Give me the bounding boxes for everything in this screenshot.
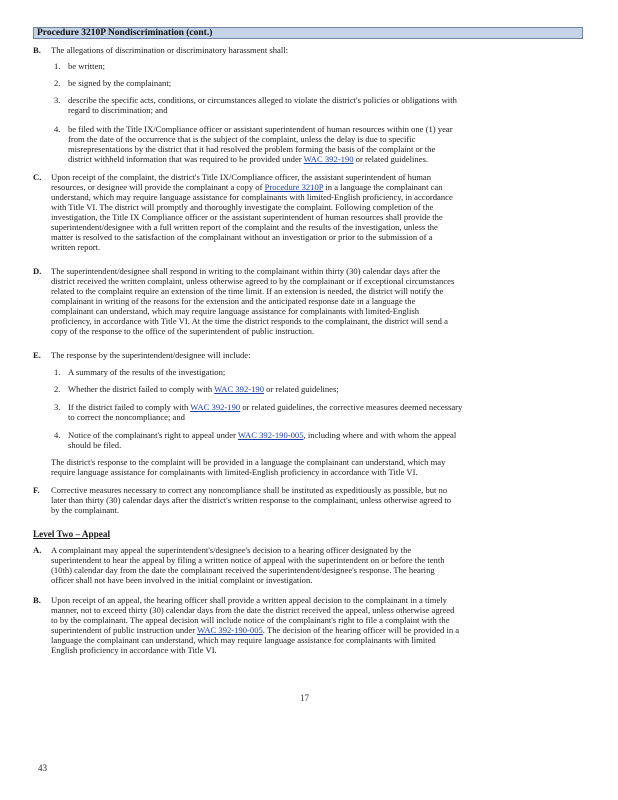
section-d-line: proficiency, in accordance with Title VI. At the time the district responds to the complainant, the district will send a [51, 316, 448, 326]
level-two-b-label: B. [33, 595, 41, 605]
level-two-b-line: Upon receipt of an appeal, the hearing officer shall provide a written appeal decision to the complainant in a timely [51, 595, 447, 605]
section-f-line: Corrective measures necessary to correct any noncompliance shall be instituted as expeditiously as possible, but no [51, 485, 448, 495]
inner-page-number: 17 [300, 693, 309, 703]
level-two-a-line: (10th) calendar day from the date the complainant received the superintendent/designee's response. The hearing [51, 565, 435, 575]
section-d-line: complainant can understand, which may require language assistance for complainants with limited-English [51, 306, 419, 316]
b-item-3-line: describe the specific acts, conditions, or circumstances alleged to violate the district's policies or obligations with [68, 95, 457, 105]
level-two-b-line: manner, not to exceed thirty (30) calendar days from the date the district received the appeal, unless otherwise agreed [51, 605, 455, 615]
procedure-link[interactable]: Procedure 3210P [264, 182, 324, 192]
section-c-line: investigation, the Title IX Compliance officer or the assistant superintendent of human resources shall provide the [51, 212, 443, 222]
section-header-title: Procedure 3210P Nondiscrimination (cont.) [37, 28, 213, 38]
level-two-a-line: superintendent to hear the appeal by filing a written notice of appeal with the superintendent on or before the tenth [51, 555, 445, 565]
level-two-heading: Level Two – Appeal [33, 529, 110, 539]
e-item-3-num: 3. [54, 402, 61, 412]
section-d-label: D. [33, 266, 42, 276]
section-f-line: by the complainant. [51, 505, 120, 515]
level-two-a-line: officer shall not have been involved in the initial complaint or investigation. [51, 575, 313, 585]
e-item-4-line: Notice of the complainant's right to appeal under WAC 392-190-005, including where and with whom the appeal [68, 430, 457, 440]
b-item-3-num: 3. [54, 95, 61, 105]
section-f-line: later than thirty (30) calendar days after the district's written response to the complainant, unless otherwise agreed to [51, 495, 452, 505]
section-d-line: related to the complaint require an extension of the time limit. If an extension is needed, the district will notify the [51, 286, 444, 296]
b-item-4-line: district withheld information that was required to be provided under WAC 392-190 or related guidelines. [68, 154, 428, 164]
b-item-4-line: misrepresentations by the district that it had resolved the problem forming the basis of the complaint or the [68, 144, 436, 154]
section-c-line: superintendent/designee with a full written report of the complaint and the results of the investigation, unless the [51, 222, 438, 232]
section-c-label: C. [33, 172, 42, 182]
e-item-2-num: 2. [54, 384, 61, 394]
b-item-3-line: regard to discrimination; and [68, 105, 168, 115]
section-b-label: B. [33, 45, 41, 55]
level-two-b-line: to by the complainant. The appeal decision will include notice of the complainant's right to file a complaint with the [51, 615, 450, 625]
b-item-1-num: 1. [54, 61, 61, 71]
wac-link[interactable]: WAC 392-190 [190, 402, 241, 412]
b-item-4-num: 4. [54, 124, 61, 134]
level-two-a-line: A complainant may appeal the superintendent's/designee's decision to a hearing officer designated by the [51, 545, 412, 555]
section-d-line: copy of the response to the office of the superintendent of public instruction. [51, 326, 315, 336]
b-item-1-text: be written; [68, 61, 105, 71]
e-closing-line: require language assistance for complainants with limited-English proficiency in accordance with Title VI. [51, 467, 418, 477]
section-c-line: understand, which may require language assistance for complainants with limited-English proficiency, in accordance [51, 192, 453, 202]
e-closing-line: The district's response to the complaint will be provided in a language the complainant can understand, which may [51, 457, 446, 467]
e-item-2-text: Whether the district failed to comply with WAC 392-190 or related guidelines; [68, 384, 339, 394]
section-d-line: The superintendent/designee shall respond in writing to the complainant within thirty (30) calendar days after the [51, 266, 441, 276]
page-number: 43 [38, 763, 47, 773]
section-c-line: with Title VI. The district will promptly and thoroughly investigate the complaint. Following completion of the [51, 202, 434, 212]
section-c-line: Upon receipt of the complaint, the district's Title IX/Compliance officer, the assistant superintendent of human [51, 172, 432, 182]
b-item-4-line: be filed with the Title IX/Compliance officer or assistant superintendent of human resources within one (1) year [68, 124, 453, 134]
e-item-1-num: 1. [54, 367, 61, 377]
b-item-4-line: from the date of the occurrence that is the subject of the complaint, unless the delay is due to specific [68, 134, 416, 144]
e-item-4-num: 4. [54, 430, 61, 440]
b-item-2-num: 2. [54, 78, 61, 88]
level-two-b-line: superintendent of public instruction under WAC 392-190-005. The decision of the hearing officer will be provided in a [51, 625, 460, 635]
section-c-line: matter is resolved to the satisfaction of the complainant without an investigation or prior to the submission of a [51, 232, 433, 242]
section-d-line: district received the written complaint, unless otherwise agreed to by the complainant or if exceptional circumstances [51, 276, 455, 286]
b-item-2-text: be signed by the complainant; [68, 78, 172, 88]
section-e-intro: The response by the superintendent/designee will include: [51, 350, 251, 360]
wac-link[interactable]: WAC 392-190 [303, 154, 354, 164]
e-item-3-line: to correct the noncompliance; and [68, 412, 185, 422]
level-two-b-line: language the complainant can understand, which may require language assistance for complainants with limited [51, 635, 436, 645]
section-c-line: resources, or designee will provide the complainant a copy of Procedure 3210P in a language the complainant can [51, 182, 443, 192]
section-c-line: written report. [51, 242, 101, 252]
section-f-label: F. [33, 485, 40, 495]
section-e-label: E. [33, 350, 41, 360]
section-d-line: complainant in writing of the reasons for the extension and the anticipated response date in a language the [51, 296, 416, 306]
e-item-1-text: A summary of the results of the investigation; [68, 367, 226, 377]
e-item-4-line: should be filed. [68, 440, 122, 450]
e-item-3-line: If the district failed to comply with WAC 392-190 or related guidelines, the corrective measures deemed necessary [68, 402, 463, 412]
level-two-b-line: English proficiency in accordance with Title VI. [51, 645, 217, 655]
level-two-a-label: A. [33, 545, 42, 555]
wac-link[interactable]: WAC 392-190-005 [237, 430, 304, 440]
wac-link[interactable]: WAC 392-190-005 [197, 625, 263, 635]
section-b-intro: The allegations of discrimination or discriminatory harassment shall: [51, 45, 288, 55]
wac-link[interactable]: WAC 392-190 [214, 384, 265, 394]
